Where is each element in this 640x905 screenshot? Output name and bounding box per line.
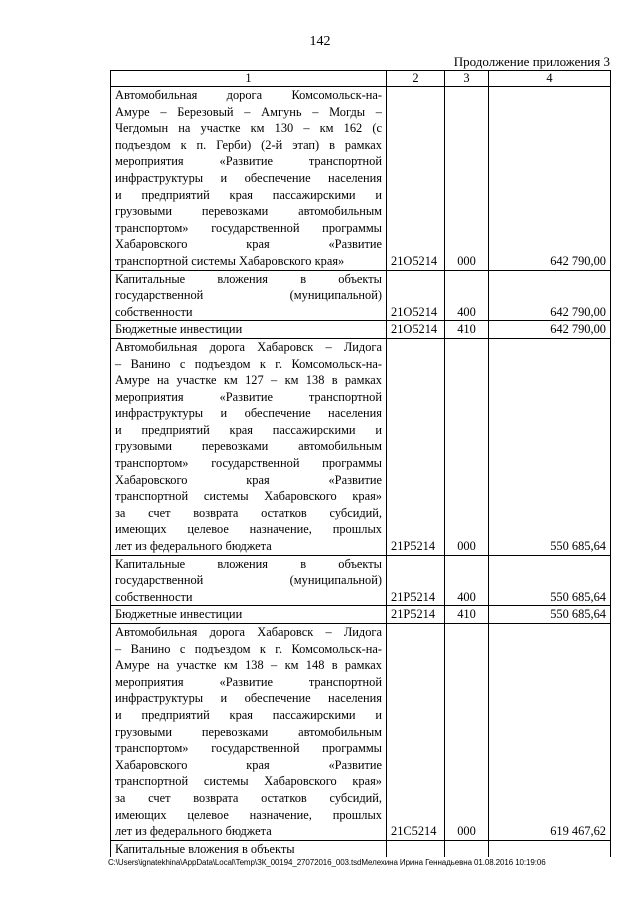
description-line: Хабаровского края «Развитие bbox=[115, 237, 382, 252]
description-line: Амуре – Березовый – Амгунь – Могды – bbox=[115, 104, 382, 119]
amount-value: 550 685,64 bbox=[489, 606, 611, 624]
description-line: государственной (муниципальной) bbox=[115, 573, 382, 588]
description-line: и предприятий края пассажирскими и bbox=[115, 187, 382, 202]
description-line: Автомобильная дорога Комсомольск-на- bbox=[115, 88, 382, 102]
description-line: Чегдомын на участке км 130 – км 162 (с bbox=[115, 121, 382, 136]
description-line: транспортом» государственной программы bbox=[115, 456, 382, 471]
budget-table bbox=[110, 70, 611, 857]
amount-value: 619 467,62 bbox=[489, 624, 611, 841]
row-description bbox=[111, 624, 387, 841]
description-line: за счет возврата остатков субсидий, bbox=[115, 505, 382, 520]
target-article-code: 21О5214 bbox=[387, 270, 445, 321]
expense-type-code: 000 bbox=[445, 624, 489, 841]
expense-type-code: 400 bbox=[445, 270, 489, 321]
description-line: инфраструктуры и обеспечение населения bbox=[115, 691, 382, 706]
continuation-caption: Продолжение приложения 3 bbox=[453, 54, 610, 69]
description-line: мероприятия «Развитие транспортной bbox=[115, 674, 382, 689]
expense-type-code bbox=[445, 840, 489, 857]
amount-value: 642 790,00 bbox=[489, 321, 611, 339]
description-line: транспортом» государственной программы bbox=[115, 741, 382, 756]
row-description bbox=[111, 840, 387, 857]
expense-type-code: 000 bbox=[445, 87, 489, 271]
description-line: подъездом к п. Герби) (2-й этап) в рамках bbox=[115, 137, 382, 152]
description-line: имеющих целевое назначение, прошлых bbox=[115, 807, 382, 822]
description-line: за счет возврата остатков субсидий, bbox=[115, 790, 382, 805]
description-line: транспортной системы Хабаровского края» bbox=[115, 489, 382, 504]
column-header: 1 bbox=[111, 71, 387, 87]
file-path-footer: C:\Users\ignatekhina\AppData\Local\Temp\ЗК_00194_27072016_003.tsdМелехина Ирина Геннадьевна 01.08.2016 10:19:06 bbox=[108, 858, 546, 867]
table-row bbox=[111, 87, 611, 271]
description-line: Хабаровского края «Развитие bbox=[115, 757, 382, 772]
expense-type-code: 410 bbox=[445, 321, 489, 339]
amount-value: 642 790,00 bbox=[489, 270, 611, 321]
expense-type-code: 410 bbox=[445, 606, 489, 624]
amount-value bbox=[489, 840, 611, 857]
description-line: грузовыми перевозками автомобильным bbox=[115, 439, 382, 454]
row-description bbox=[111, 321, 387, 339]
table-row bbox=[111, 338, 611, 555]
row-description bbox=[111, 555, 387, 606]
description-line: Бюджетные инвестиции bbox=[115, 322, 243, 337]
description-line: Автомобильная дорога Хабаровск – Лидога bbox=[115, 339, 382, 354]
table-row bbox=[111, 606, 611, 624]
target-article-code: 21С5214 bbox=[387, 624, 445, 841]
target-article-code: 21Р5214 bbox=[387, 338, 445, 555]
target-article-code: 21О5214 bbox=[387, 321, 445, 339]
column-header: 4 bbox=[489, 71, 611, 87]
description-line: транспортной системы Хабаровского края» bbox=[115, 774, 382, 789]
description-line: инфраструктуры и обеспечение населения bbox=[115, 406, 382, 421]
row-description bbox=[111, 87, 387, 271]
description-line: инфраструктуры и обеспечение населения bbox=[115, 170, 382, 185]
row-description bbox=[111, 606, 387, 624]
amount-value: 550 685,64 bbox=[489, 555, 611, 606]
target-article-code: 21Р5214 bbox=[387, 606, 445, 624]
description-line: Автомобильная дорога Хабаровск – Лидога bbox=[115, 625, 382, 639]
target-article-code bbox=[387, 840, 445, 857]
description-line: Хабаровского края «Развитие bbox=[115, 472, 382, 487]
description-line: Капитальные вложения в объекты bbox=[115, 271, 382, 286]
table-row bbox=[111, 270, 611, 321]
description-line: транспортной системы Хабаровского края» bbox=[115, 253, 345, 268]
description-line: и предприятий края пассажирскими и bbox=[115, 422, 382, 437]
target-article-code: 21О5214 bbox=[387, 87, 445, 271]
description-line: Амуре на участке км 127 – км 138 в рамках bbox=[115, 373, 382, 388]
description-line: – Ванино с подъездом к г. Комсомольск-на- bbox=[115, 356, 382, 371]
amount-value: 642 790,00 bbox=[489, 87, 611, 271]
description-line: грузовыми перевозками автомобильным bbox=[115, 204, 382, 219]
target-article-code: 21Р5214 bbox=[387, 555, 445, 606]
description-line: мероприятия «Развитие транспортной bbox=[115, 154, 382, 169]
amount-value: 550 685,64 bbox=[489, 338, 611, 555]
description-line: Капитальные вложения в объекты bbox=[115, 556, 382, 571]
row-description bbox=[111, 270, 387, 321]
description-line: – Ванино с подъездом к г. Комсомольск-на- bbox=[115, 641, 382, 656]
expense-type-code: 400 bbox=[445, 555, 489, 606]
description-line: имеющих целевое назначение, прошлых bbox=[115, 522, 382, 537]
description-line: Амуре на участке км 138 – км 148 в рамках bbox=[115, 658, 382, 673]
expense-type-code: 000 bbox=[445, 338, 489, 555]
page-number: 142 bbox=[309, 34, 331, 49]
table-row bbox=[111, 624, 611, 841]
row-description bbox=[111, 338, 387, 555]
description-line: Капитальные вложения в объекты bbox=[115, 841, 295, 856]
table-row bbox=[111, 321, 611, 339]
table-body bbox=[111, 87, 611, 858]
description-line: и предприятий края пассажирскими и bbox=[115, 707, 382, 722]
column-header: 3 bbox=[445, 71, 489, 87]
description-line: грузовыми перевозками автомобильным bbox=[115, 724, 382, 739]
description-line: Бюджетные инвестиции bbox=[115, 607, 243, 622]
table-row bbox=[111, 840, 611, 857]
column-header: 2 bbox=[387, 71, 445, 87]
description-line: лет из федерального бюджета bbox=[115, 824, 272, 839]
description-line: государственной (муниципальной) bbox=[115, 288, 382, 303]
description-line: транспортом» государственной программы bbox=[115, 220, 382, 235]
description-line: собственности bbox=[115, 304, 193, 319]
description-line: мероприятия «Развитие транспортной bbox=[115, 389, 382, 404]
header-row bbox=[111, 71, 611, 87]
table-row bbox=[111, 555, 611, 606]
description-line: лет из федерального бюджета bbox=[115, 539, 272, 554]
description-line: собственности bbox=[115, 589, 193, 604]
